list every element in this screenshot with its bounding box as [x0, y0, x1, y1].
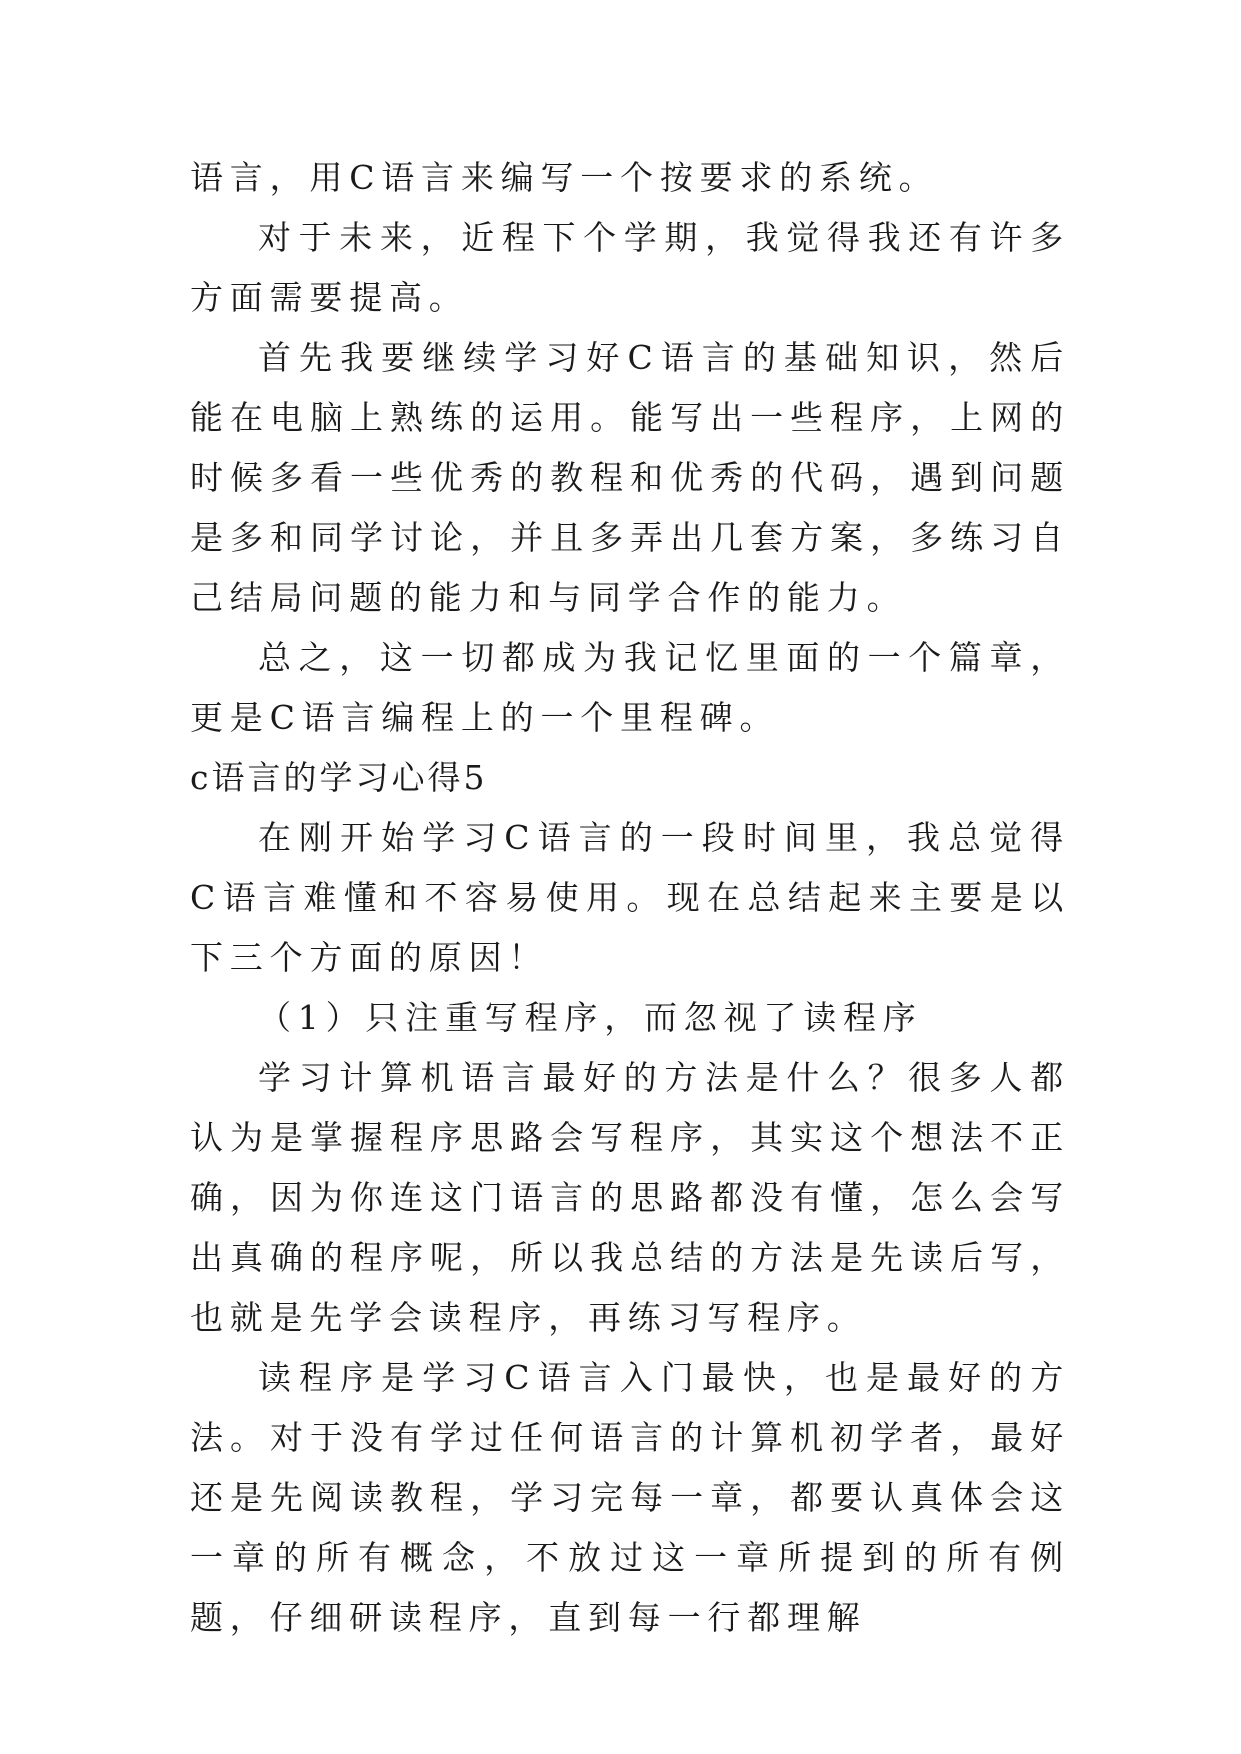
- subheading-point-1: （1）只注重写程序，而忽视了读程序: [258, 998, 923, 1037]
- section-heading: c语言的学习心得5: [190, 758, 488, 797]
- paragraph-study-goals: 首先我要继续学习好C语言的基础知识，然后能在电脑上熟练的运用。能写出一些程序，上网的时候多看一些优秀的教程和优秀的代码，遇到问题是多和同学讨论，并且多弄出几套方案，多练习自己结局问题的能力和与同学合作的能力。: [190, 338, 1070, 617]
- paragraph-future-plans: 对于未来，近程下个学期，我觉得我还有许多方面需要提高。: [190, 218, 1070, 317]
- document-body: [190, 148, 1070, 1648]
- paragraph-difficulties: 在刚开始学习C语言的一段时间里，我总觉得C语言难懂和不容易使用。现在总结起来主要是以下三个方面的原因！: [190, 818, 1070, 977]
- paragraph-continuation: 语言，用C语言来编写一个按要求的系统。: [190, 158, 939, 197]
- paragraph-reading-programs: 读程序是学习C语言入门最快，也是最好的方法。对于没有学过任何语言的计算机初学者，最好还是先阅读教程，学习完每一章，都要认真体会这一章的所有概念，不放过这一章所提到的所有例题，仔细研读程序，直到每一行都理解: [190, 1358, 1070, 1637]
- paragraph-best-method: 学习计算机语言最好的方法是什么？很多人都认为是掌握程序思路会写程序，其实这个想法不正确，因为你连这门语言的思路都没有懂，怎么会写出真确的程序呢，所以我总结的方法是先读后写，也就是先学会读程序，再练习写程序。: [190, 1058, 1070, 1337]
- paragraph-conclusion: 总之，这一切都成为我记忆里面的一个篇章，更是C语言编程上的一个里程碑。: [190, 638, 1070, 737]
